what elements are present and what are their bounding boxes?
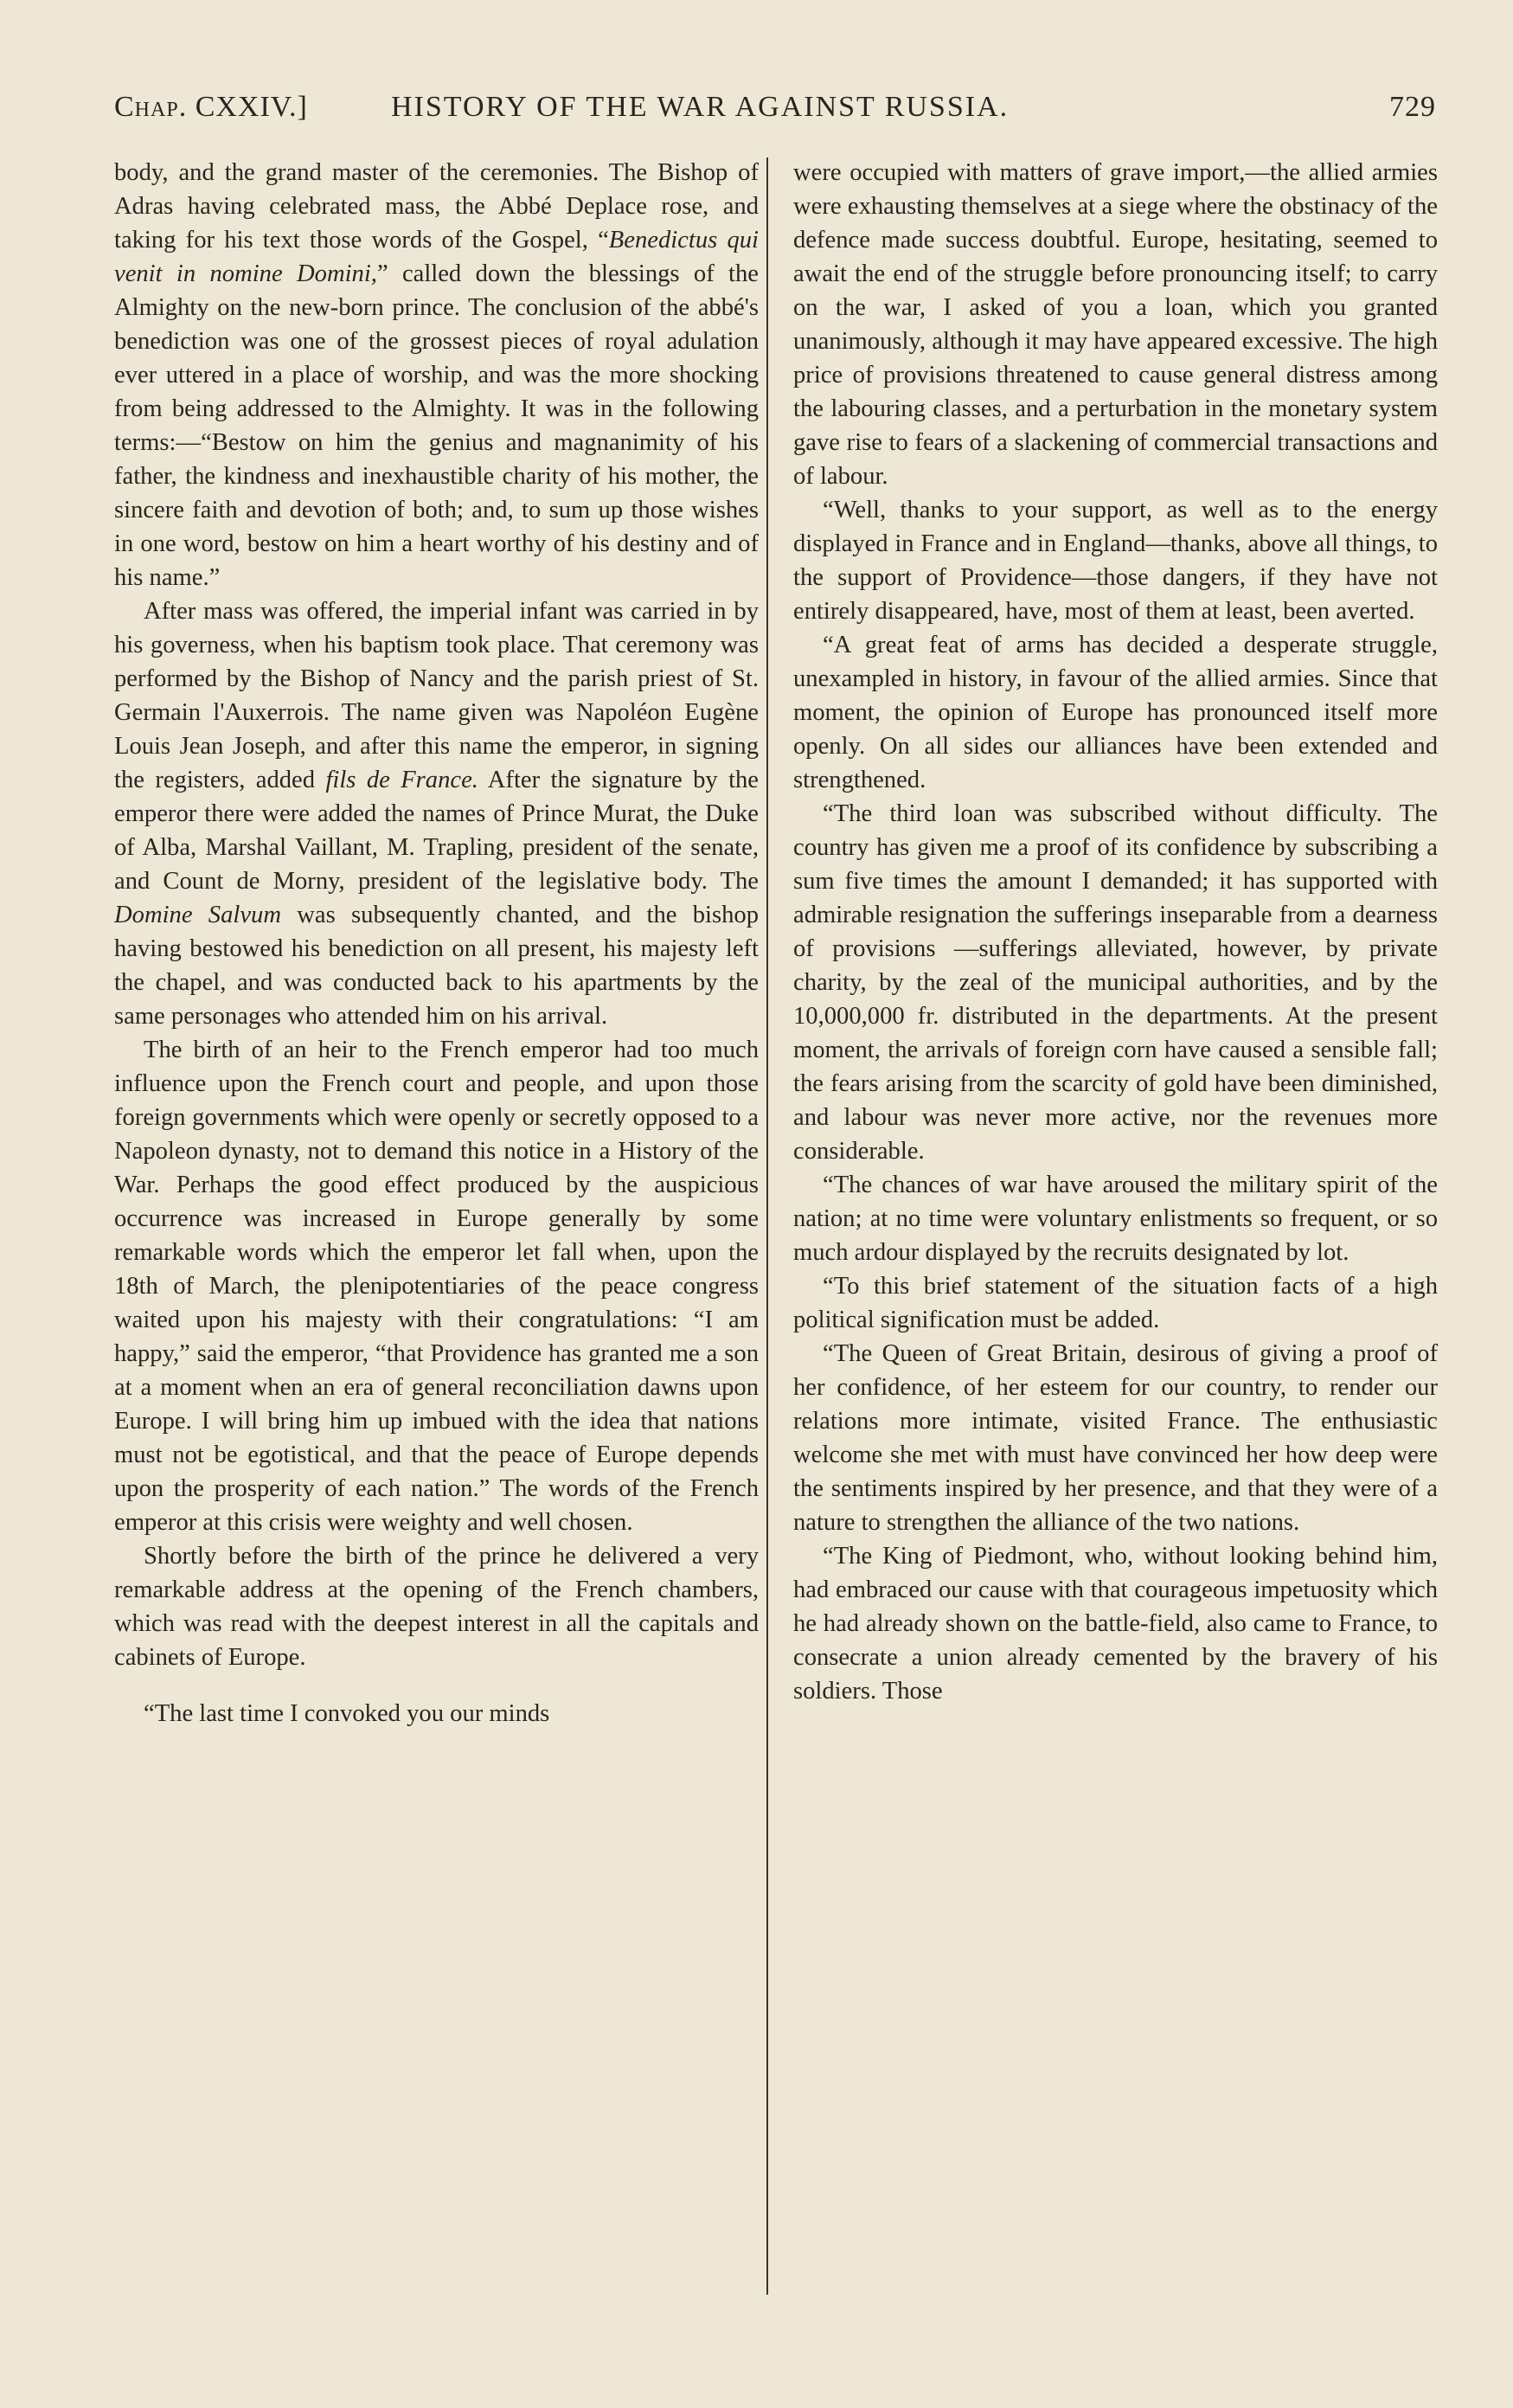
paragraph: “The last time I convoked you our minds (144, 1700, 550, 1727)
page-number: 729 (1389, 91, 1436, 123)
paragraph: “Well, thanks to your support, as well as to the energy displayed in France and in England—thanks, above all things, to the support of Providence—those dangers, if they have not entirely disappeared, have, most of them at least, been averted. (793, 497, 1438, 625)
paragraph: “The chances of war have aroused the military spirit of the nation; at no time were voluntary enlistments so frequent, or so much ardour displayed by the recruits designated by lot. (793, 1172, 1438, 1266)
paragraph: The birth of an heir to the French emperor had too much influence upon the French court and people, and upon those foreign governments which were openly or secretly opposed to a Napoleon dynasty, not to demand this notice in a History of the War. Perhaps the good effect produced by the auspicious occurrence was increased in Europe generally by some remarkable words which the emperor let fall when, upon the 18th of March, the plenipotentiaries of the peace congress waited upon his majesty with their congratulations: “I am happy,” said the emperor, “that Providence has granted me a son at a moment when an era of general reconciliation dawns upon Europe. I will bring him up imbued with the idea that nations must not be egotistical, and that the peace of Europe depends upon the prosperity of each nation.” The words of the French emperor at this crisis were weighty and well chosen. (114, 1037, 759, 1536)
right-column (793, 156, 1438, 1708)
paragraph: “The third loan was subscribed without difficulty. The country has given me a proof of its confidence by subscribing a sum five times the amount I demanded; it has supported with admirable resignation the sufferings inseparable from a dearness of provisions —sufferings alleviated, however, by private charity, by the zeal of the municipal authorities, and by the 10,000,000 fr. distributed in the departments. At the present moment, the arrivals of foreign corn have caused a sensible fall; the fears arising from the scarcity of gold have been diminished, and labour was never more active, nor the revenues more considerable. (793, 800, 1438, 1165)
book-title: HISTORY OF THE WAR AGAINST RUSSIA. (391, 91, 1010, 123)
paragraph: “The King of Piedmont, who, without looking behind him, had embraced our cause with that courageous impetuosity which he had already shown on the battle-field, also came to France, to consecrate a union already cemented by the bravery of his soldiers. Those (793, 1543, 1438, 1705)
chapter-label: Chap. CXXIV.] (114, 91, 308, 123)
paragraph: After mass was offered, the imperial infant was carried in by his governess, when his baptism took place. That ceremony was performed by the Bishop of Nancy and the parish priest of St. Germain l'Auxerrois. The name given was Napoléon Eugène Louis Jean Joseph, and after this name the emperor, in signing the registers, added fils de France. After the signature by the emperor there were added the names of Prince Murat, the Duke of Alba, Marshal Vaillant, M. Trapling, president of the senate, and Count de Morny, president of the legislative body. The Domine Salvum was subsequently chanted, and the bishop having bestowed his benediction on all present, his majesty left the chapel, and was conducted back to his apartments by the same personages who attended him on his arrival. (114, 598, 760, 1030)
paragraph: body, and the grand master of the ceremonies. The Bishop of Adras having celebrated mass, the Abbé Deplace rose, and taking for his text those words of the Gospel, “Benedictus qui venit in nomine Domini,” called down the blessings of the Almighty on the new-born prince. The conclusion of the abbé's benediction was one of the grossest pieces of royal adulation ever uttered in a place of worship, and was the more shocking from being addressed to the Almighty. It was in the following terms:—“Bestow on him the genius and magnanimity of his father, the kindness and inexhaustible charity of his mother, the sincere faith and devotion of both; and, to sum up those wishes in one word, bestow on him a heart worthy of his destiny and of his name.” (114, 159, 759, 591)
column-divider (766, 157, 768, 2295)
paragraph: Shortly before the birth of the prince he delivered a very remarkable address at the opening of the French chambers, which was read with the deepest interest in all the capitals and cabinets of Europe. (114, 1543, 759, 1671)
paragraph: “To this brief statement of the situation facts of a high political signification must be added. (793, 1273, 1438, 1333)
left-column (114, 156, 759, 1731)
running-head (114, 91, 1436, 134)
paragraph: “The Queen of Great Britain, desirous of giving a proof of her confidence, of her esteem for our country, to render our relations more intimate, visited France. The enthusiastic welcome she met with must have convinced her how deep were the sentiments inspired by her presence, and that they were of a nature to strengthen the alliance of the two nations. (793, 1340, 1438, 1536)
paragraph: “A great feat of arms has decided a desperate struggle, unexampled in history, in favour of the allied armies. Since that moment, the opinion of Europe has pronounced itself more openly. On all sides our alliances have been extended and strengthened. (793, 632, 1438, 793)
paragraph: were occupied with matters of grave import,—the allied armies were exhausting themselves at a siege where the obstinacy of the defence made success doubtful. Europe, hesitating, seemed to await the end of the struggle before pronouncing itself; to carry on the war, I asked of you a loan, which you granted unanimously, although it may have appeared excessive. The high price of provisions threatened to cause general distress among the labouring classes, and a perturbation in the monetary system gave rise to fears of a slackening of commercial transactions and of labour. (793, 159, 1438, 490)
